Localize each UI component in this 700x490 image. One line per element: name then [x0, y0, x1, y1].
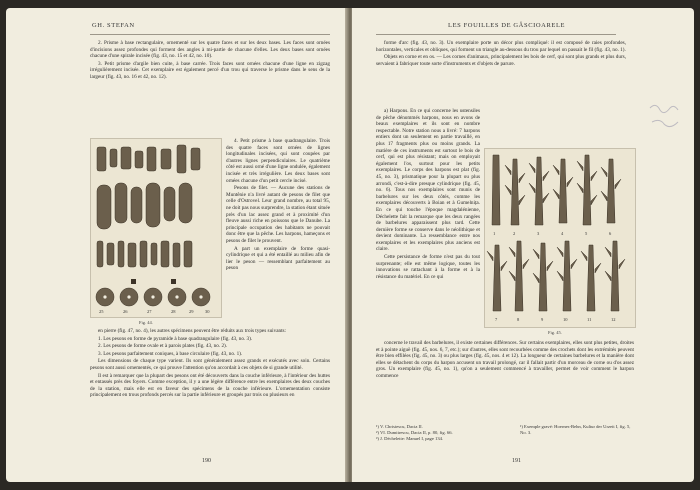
right-text-bottom: [376, 340, 634, 381]
figure-caption: Fig. 45.: [548, 330, 562, 335]
figure-number: 27: [147, 309, 152, 314]
page-number-left: 190: [202, 458, 211, 464]
running-head-left: GH. STEFAN: [92, 22, 135, 29]
paragraph: Cette persistance de forme n'est pas du tout surprenante; elle est même logique, toutes les innovations se rattachant à la forme et à la résistance du matériel. En ce qui: [376, 254, 480, 280]
paragraph: 3. Les pesons parfaitement coniques, à base circulaire (fig. 43, no. 1).: [98, 350, 243, 357]
paragraph: Les dimensions de chaque type varient. Ils sont généralement assez grands et exécutés avec soin. Certains pesons sont aussi ornementés, ce qui prouve l'attention qu'on accordait à ces objets de si grande utilité.: [90, 358, 330, 371]
handwritten-margin-note: [646, 100, 688, 140]
head-rule-right: [376, 34, 616, 35]
right-text-top: [376, 40, 626, 68]
figure-number: 7: [495, 317, 498, 322]
left-text-top: [90, 40, 330, 82]
figure-number: 4: [561, 231, 564, 236]
figure-number: 1: [493, 231, 496, 236]
figure-number: 8: [517, 317, 520, 322]
right-text-side: [376, 108, 480, 281]
footnotes-left: [376, 424, 506, 441]
footnote: ¹) Exemple gravé: Hoernes-Behn, Kultur der Urzeit I, fig. 5, No. 3.: [520, 424, 631, 435]
paragraph: 2. Prisme à base rectangulaire, ornementé sur les quatre faces et sur les deux bases. Les faces sont ornées d'incisions assez profondes qui forment des angles à mi-partie de chacune d'elles. Les deux bases sont ornées chacune d'une spirale incisée (fig. 43, no. 15 et 42, no. 10).: [90, 40, 330, 60]
figure-44: [90, 138, 222, 318]
paragraph: A part un exemplaire de forme quasi-cylindrique et qui a été entaillé au milieu afin de lier le peson — ressemblant parfaitement au peson: [226, 245, 330, 272]
figure-number: 11: [587, 317, 592, 322]
paragraph: Pesons de filet. — Aucune des stations de Muntênie n'a livré autant de pesons de filet que celle d'Ostrovel. Leur grand nombre, au total 95, ne doit pas nous surprendre, la station étant située près d'un lac assez grand et à proximité d'un fleuve aussi riche en poissons que le Danube. La principale occupation des habitants ne pouvait donc être que la pêche. Les harpons, hameçons et pesons de filet le prouvent.: [226, 185, 330, 244]
paragraph: 3. Petit prisme d'argile bien cuite, à base carrée. Trois faces sont ornées chacune d'une ligne en zigzag irrégulièrement incisée. Cet exemplaire est également percé d'un trou qui traverse le prisme dans le sens de la largeur (fig. 43, no. 16 et 42, no. 12).: [90, 60, 330, 80]
left-text-side: [226, 138, 330, 273]
figure-number: 3: [537, 231, 540, 236]
figure-number: 10: [563, 317, 568, 322]
paragraph: en pierre (fig. 47, no. 4), les autres spécimens peuvent être réduits aux trois types suivants:: [98, 328, 286, 334]
figure-number: 2: [513, 231, 516, 236]
running-head-right: LES FOUILLES DE GĂSCIOARELE: [448, 22, 566, 29]
figure-number: 28: [171, 309, 176, 314]
figure-number: 29: [189, 309, 194, 314]
footnote: ¹) V. Christescu, Dacia II.: [376, 424, 423, 429]
paragraph: Il est à remarquer que la plupart des pesons ont été découverts dans la couche inférieure, à l'intérieur des huttes et entassés près des foyers. Comme exception, il y a une légère différence entre les exemplaires des deux couches de la station, mais elle est en faveur des spécimens de la couche inférieure. L'ornementation consiste principalement en trous profonds percés sur la partie inférieure et groupés par trois ou plusieurs en: [90, 372, 330, 399]
figure-number: 26: [123, 309, 128, 314]
left-text-bottom: [90, 328, 330, 400]
figure-44-objects: [91, 139, 221, 317]
figure-caption: Fig. 44.: [139, 320, 153, 325]
figure-number: 30: [205, 309, 210, 314]
head-rule-left: [90, 34, 330, 35]
paragraph: concerne le travail des barbelures, il existe certaines différences. Sur certains exemplaires, elles sont plus petites, droites et à pointe aiguë (fig. 45, nos. 6, 7, etc.); sur d'autres, elles sont recourbées comme des crochets dont les extrémités peuvent être bien effilées (fig. 45, no. 3) ou plus larges (fig. 45, nos. 4 et 12). La longueur de certaines barbelures et la manière dont elles se détachent du corps du harpon accusent un travail prolongé, car il fallait partir d'un morceau de corne ou d'os assez gros. Un exemplaire (fig. 45, no. 1), qu'on a seulement commencé à travailler, permet de voir comment le harpon commence: [376, 340, 634, 379]
figure-number: 5: [585, 231, 588, 236]
paragraph: 2. Les pesons de forme ovale et à parois plates (fig. 43, no. 2).: [98, 343, 228, 350]
paragraph: 4. Petit prisme à base quadrangulaire. Trois des quatre faces sont ornées de lignes longitudinales incisées, qui sont coupées par d'autres lignes perpendiculaires. Le quatrième côté est aussi orné d'une ligne ondulée, également incisée et très irrégulière. Les deux bases sont ornées chacune d'un petit cercle incisé.: [226, 138, 330, 184]
figure-45-harpoons: [485, 149, 635, 327]
figure-45: [484, 148, 636, 328]
figure-number: 25: [99, 309, 104, 314]
right-page: [352, 8, 694, 482]
figure-number: 12: [611, 317, 616, 322]
paragraph: a) Harpons. En ce qui concerne les ustensiles de pêche dénommés harpons, nous en avons de beaux exemplaires et ils sont en nombre respectable. Notre station nous a livré: 7 harpons entiers dont un seulement en partie travaillé, en plus 17 fragments plus ou moins grands. La matière de ces instruments est surtout le bois de cerf, qui est plus résistant; mais on employait également l'os, surtout pour les petits exemplaires. Le corps des harpons est plat (fig. 45, no. 3), prismatique pour la plupart ou plus arrondi, c'est-à-dire presque cylindrique (fig. 45, no. 6). Tous nos exemplaires sont munis de barbelures sur les deux côtés, comme les exemplaires découverts à Boian et à Gumelnița. En ce qui touche l'époque magdalénienne, Déchelette fait la remarque que les deux rangées de barbelures apparaissent plus tard. Cette dernière forme se conserve dans le néolithique et devient dominante. La ressemblance entre nos exemplaires et les exemplaires plus anciens est claire.: [376, 108, 480, 253]
paragraph: Objets en corne et en os. — Les cornes d'animaux, principalement les bois de cerf, qui sont plus grands et plus durs, servaient à fabriquer toute sorte d'instruments et d'objets de parure.: [376, 54, 626, 67]
footnote: ³) J. Déchelette: Manuel I, page 134.: [376, 435, 444, 441]
paragraph: 1. Les pesons en forme de pyramide à base quadrangulaire (fig. 43, no. 3).: [98, 335, 253, 342]
footnotes-right: [520, 424, 632, 436]
paragraph: forme d'arc (fig. 43, no. 3). Un exemplaire porte un décor plus compliqué: il est composé de raies profondes, horizontales, verticales et obliques, qui forment un triangle au-dessous du trou par lequel on passait le fil (fig. 43, no. 1).: [376, 40, 626, 53]
left-page: [6, 8, 348, 482]
page-number-right: 191: [512, 458, 521, 464]
figure-number: 6: [609, 231, 612, 236]
footnote: ²) VI. Dumitrescu, Dacia II, p. 80, fig. 66.: [376, 429, 453, 435]
figure-number: 9: [541, 317, 544, 322]
